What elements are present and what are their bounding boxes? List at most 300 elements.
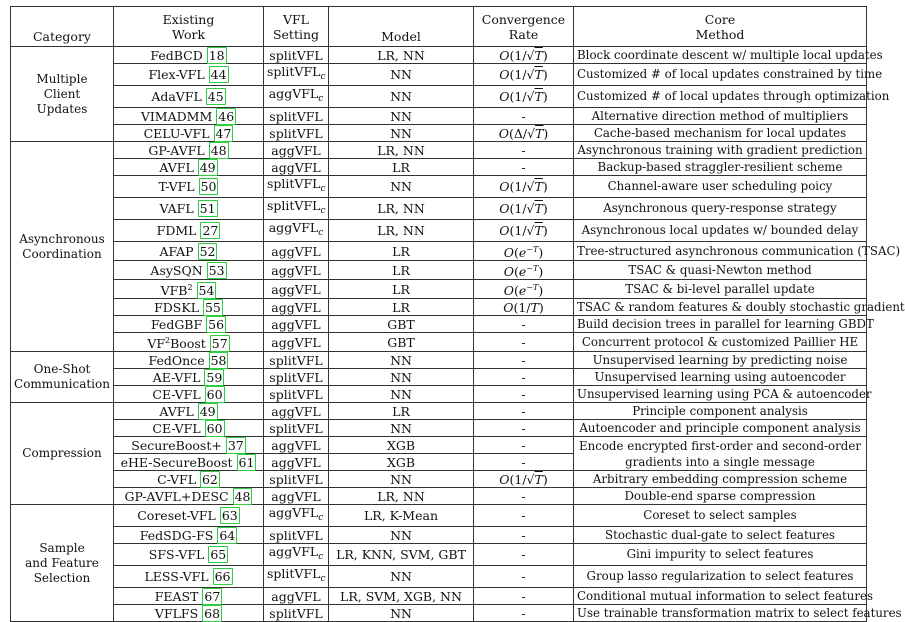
citation-link[interactable]: 53 bbox=[208, 262, 225, 278]
model-cell: LR, NN bbox=[329, 47, 474, 64]
category-line: Updates bbox=[36, 101, 88, 116]
citation-link[interactable]: 68 bbox=[204, 605, 221, 621]
setting-sub: c bbox=[320, 574, 326, 584]
rate-cell: - bbox=[474, 316, 574, 333]
setting-sub: c bbox=[318, 228, 324, 238]
model-cell: XGB bbox=[329, 437, 474, 454]
setting-cell bbox=[264, 369, 329, 386]
table-row bbox=[11, 261, 867, 280]
setting-name: aggVFL bbox=[271, 334, 321, 350]
header-setting-line1: VFL bbox=[282, 11, 309, 27]
citation-link[interactable]: 66 bbox=[214, 569, 231, 584]
comparison-table-container bbox=[10, 6, 905, 622]
rate-cell: - bbox=[474, 605, 574, 622]
category-line: One-Shot bbox=[33, 362, 91, 376]
rate-cell: O(Δ/√T) bbox=[474, 125, 574, 142]
method-cell: Coreset to select samples bbox=[574, 505, 867, 527]
citation-link[interactable]: 44 bbox=[210, 67, 227, 82]
category-cell bbox=[11, 47, 114, 142]
model-cell: LR, NN bbox=[329, 198, 474, 220]
setting-name: splitVFL bbox=[269, 369, 323, 385]
setting-cell bbox=[264, 47, 329, 64]
method-cell: TSAC & bi-level parallel update bbox=[574, 280, 867, 299]
table-row bbox=[11, 352, 867, 369]
model-cell: NN bbox=[329, 125, 474, 142]
work-name: VFLFS bbox=[154, 605, 199, 621]
table-row bbox=[11, 176, 867, 198]
citation-link[interactable]: 59 bbox=[206, 369, 223, 385]
rate-cell: O(1/√T) bbox=[474, 198, 574, 220]
model-cell: NN bbox=[329, 386, 474, 403]
setting-name: aggVFL bbox=[271, 454, 321, 470]
work-name: AsySQN bbox=[150, 262, 203, 278]
work-name: T-VFL bbox=[158, 179, 195, 194]
work-sup: 2 bbox=[187, 283, 193, 292]
setting-cell bbox=[264, 86, 329, 108]
setting-name: aggVFL bbox=[271, 403, 321, 419]
setting-name: aggVFL bbox=[271, 488, 321, 504]
work-name: VF bbox=[147, 336, 166, 351]
citation-link[interactable]: 55 bbox=[204, 299, 221, 315]
header-method bbox=[574, 7, 867, 47]
setting-cell bbox=[264, 471, 329, 488]
work-name: SecureBoost+ bbox=[131, 437, 222, 453]
model-cell: GBT bbox=[329, 316, 474, 333]
rate-cell: $O(e^{-T})$ bbox=[474, 261, 574, 280]
rate-cell: - bbox=[474, 527, 574, 544]
table-row bbox=[11, 280, 867, 299]
model-cell: NN bbox=[329, 527, 474, 544]
setting-name: aggVFL bbox=[268, 505, 319, 520]
model-cell: NN bbox=[329, 176, 474, 198]
citation-link[interactable]: 62 bbox=[201, 471, 218, 487]
method-cell: Unsupervised learning using PCA & autoencoder bbox=[574, 386, 867, 403]
method-cell: Backup-based straggler-resilient scheme bbox=[574, 159, 867, 176]
method-cell: Customized # of local updates constrained by time bbox=[574, 64, 867, 86]
work-cell bbox=[114, 566, 264, 588]
model-cell: XGB bbox=[329, 454, 474, 471]
citation-link[interactable]: 47 bbox=[215, 125, 232, 141]
method-cell: Unsupervised learning by predicting noise bbox=[574, 352, 867, 369]
table-row bbox=[11, 420, 867, 437]
method-cell: Tree-structured asynchronous communication (TSAC) bbox=[574, 242, 867, 261]
rate-cell: - bbox=[474, 437, 574, 454]
category-line: Asynchronous bbox=[19, 231, 105, 246]
method-cell: Use trainable transformation matrix to select features bbox=[574, 605, 867, 622]
citation-link[interactable]: 27 bbox=[202, 223, 219, 238]
model-cell: NN bbox=[329, 605, 474, 622]
method-cell: Group lasso regularization to select features bbox=[574, 566, 867, 588]
setting-cell bbox=[264, 588, 329, 605]
work-cell bbox=[114, 333, 264, 352]
setting-name: splitVFL bbox=[269, 386, 323, 402]
setting-name: aggVFL bbox=[271, 588, 321, 604]
setting-name: aggVFL bbox=[271, 262, 321, 278]
setting-sub: c bbox=[318, 513, 324, 523]
citation-link[interactable]: 56 bbox=[208, 316, 225, 332]
setting-name: splitVFL bbox=[269, 471, 323, 487]
setting-cell bbox=[264, 242, 329, 261]
work-cell bbox=[114, 437, 264, 454]
setting-cell bbox=[264, 176, 329, 198]
work-name: CE-VFL bbox=[152, 386, 201, 402]
table-row bbox=[11, 386, 867, 403]
model-cell: NN bbox=[329, 352, 474, 369]
header-method-line1: Core bbox=[704, 11, 736, 27]
citation-link[interactable]: 52 bbox=[199, 243, 216, 259]
rate-cell: O(1/√T) bbox=[474, 86, 574, 108]
header-row bbox=[11, 7, 867, 47]
table-row bbox=[11, 333, 867, 352]
model-cell: GBT bbox=[329, 333, 474, 352]
table-row bbox=[11, 437, 867, 454]
rate-cell: - bbox=[474, 142, 574, 159]
category-line: Selection bbox=[33, 570, 91, 585]
model-cell: NN bbox=[329, 86, 474, 108]
rate-cell: O(1/√T) bbox=[474, 47, 574, 64]
work-name: VAFL bbox=[159, 201, 194, 216]
setting-name: aggVFL bbox=[271, 243, 321, 259]
setting-cell bbox=[264, 280, 329, 299]
rate-cell: - bbox=[474, 420, 574, 437]
setting-name: splitVFL bbox=[267, 176, 321, 191]
model-cell: NN bbox=[329, 566, 474, 588]
citation-link[interactable]: 46 bbox=[218, 108, 235, 124]
work-name: AE-VFL bbox=[152, 369, 201, 385]
work-name: GP-AVFL bbox=[148, 142, 205, 158]
method-cell: Asynchronous training with gradient prediction bbox=[574, 142, 867, 159]
work-cell bbox=[114, 420, 264, 437]
method-cell: Asynchronous local updates w/ bounded delay bbox=[574, 220, 867, 242]
work-name: FedGBF bbox=[150, 316, 203, 332]
citation-link[interactable]: 63 bbox=[221, 508, 238, 523]
work-name: FDSKL bbox=[154, 299, 199, 315]
work-cell bbox=[114, 280, 264, 299]
table-row bbox=[11, 64, 867, 86]
rate-cell: - bbox=[474, 403, 574, 420]
model-cell: LR, NN bbox=[329, 142, 474, 159]
citation-link[interactable]: 60 bbox=[206, 386, 223, 402]
citation-link[interactable]: 48 bbox=[210, 142, 227, 158]
setting-cell bbox=[264, 261, 329, 280]
citation-link[interactable]: 51 bbox=[199, 201, 216, 216]
setting-name: aggVFL bbox=[271, 281, 321, 297]
setting-name: aggVFL bbox=[271, 316, 321, 332]
comparison-table bbox=[10, 6, 905, 622]
header-category: Category bbox=[11, 7, 114, 47]
method-cell: Conditional mutual information to select features bbox=[574, 588, 867, 605]
work-name: LESS-VFL bbox=[144, 569, 209, 584]
work-name: GP-AVFL+DESC bbox=[124, 488, 229, 504]
model-cell: LR, K-Mean bbox=[329, 505, 474, 527]
method-cell: Channel-aware user scheduling poicy bbox=[574, 176, 867, 198]
category-line: and Feature bbox=[25, 555, 99, 570]
header-setting-line2: Setting bbox=[272, 26, 320, 42]
category-cell bbox=[11, 142, 114, 352]
table-row bbox=[11, 403, 867, 420]
header-work-line1: Existing bbox=[162, 11, 215, 27]
rate-cell: O(1/T) bbox=[474, 299, 574, 316]
table-row bbox=[11, 566, 867, 588]
work-name: FedBCD bbox=[150, 47, 203, 63]
setting-name: splitVFL bbox=[269, 420, 323, 436]
work-cell bbox=[114, 299, 264, 316]
table-row bbox=[11, 544, 867, 566]
setting-name: aggVFL bbox=[271, 142, 321, 158]
work-name: AVFL bbox=[159, 403, 194, 419]
category-cell bbox=[11, 505, 114, 622]
citation-link[interactable]: 49 bbox=[199, 403, 216, 419]
method-cell: Customized # of local updates through optimization bbox=[574, 86, 867, 108]
setting-cell bbox=[264, 403, 329, 420]
work-cell bbox=[114, 220, 264, 242]
table-row bbox=[11, 299, 867, 316]
model-cell: NN bbox=[329, 369, 474, 386]
category-line: Sample bbox=[39, 540, 85, 555]
setting-name: aggVFL bbox=[271, 437, 321, 453]
setting-cell bbox=[264, 108, 329, 125]
work-name: AdaVFL bbox=[151, 89, 202, 104]
citation-link[interactable]: 50 bbox=[200, 179, 217, 194]
setting-name: splitVFL bbox=[269, 47, 323, 63]
category-cell bbox=[11, 352, 114, 403]
category-line: Multiple bbox=[36, 71, 88, 86]
citation-link[interactable]: 67 bbox=[204, 588, 221, 604]
setting-sub: c bbox=[318, 94, 324, 104]
citation-link[interactable]: 54 bbox=[198, 283, 215, 298]
method-cell: Arbitrary embedding compression scheme bbox=[574, 471, 867, 488]
model-cell: LR bbox=[329, 261, 474, 280]
work-cell bbox=[114, 198, 264, 220]
work-cell bbox=[114, 588, 264, 605]
header-setting bbox=[264, 7, 329, 47]
work-name: AVFL bbox=[159, 159, 194, 175]
category-line: Communication bbox=[14, 377, 110, 391]
method-cell: Gini impurity to select features bbox=[574, 544, 867, 566]
header-model: Model bbox=[329, 7, 474, 47]
work-name: FedSDG-FS bbox=[139, 527, 214, 543]
method-cell: Cache-based mechanism for local updates bbox=[574, 125, 867, 142]
work-cell bbox=[114, 64, 264, 86]
rate-cell: $O(e^{-T})$ bbox=[474, 280, 574, 299]
table-row bbox=[11, 527, 867, 544]
work-name: Coreset-VFL bbox=[137, 508, 216, 523]
model-cell: LR, NN bbox=[329, 220, 474, 242]
setting-cell bbox=[264, 142, 329, 159]
table-row bbox=[11, 316, 867, 333]
setting-name: splitVFL bbox=[269, 125, 323, 141]
setting-name: splitVFL bbox=[267, 566, 321, 581]
setting-name: splitVFL bbox=[267, 198, 321, 213]
method-cell: Autoencoder and principle component analysis bbox=[574, 420, 867, 437]
rate-cell: - bbox=[474, 454, 574, 471]
work-name: eHE-SecureBoost bbox=[120, 454, 233, 470]
table-row bbox=[11, 159, 867, 176]
work-cell bbox=[114, 386, 264, 403]
model-cell: NN bbox=[329, 64, 474, 86]
setting-cell bbox=[264, 159, 329, 176]
work-cell bbox=[114, 403, 264, 420]
citation-link[interactable]: 57 bbox=[211, 336, 228, 351]
header-method-line2: Method bbox=[695, 26, 745, 42]
setting-sub: c bbox=[320, 206, 326, 216]
work-cell bbox=[114, 488, 264, 505]
rate-cell: $O(e^{-T})$ bbox=[474, 242, 574, 261]
work-name: C-VFL bbox=[157, 471, 196, 487]
setting-name: aggVFL bbox=[268, 86, 319, 101]
work-cell bbox=[114, 316, 264, 333]
table-row bbox=[11, 125, 867, 142]
setting-cell bbox=[264, 566, 329, 588]
setting-cell bbox=[264, 544, 329, 566]
setting-name: splitVFL bbox=[269, 527, 323, 543]
citation-link[interactable]: 45 bbox=[207, 89, 224, 104]
rate-cell: - bbox=[474, 108, 574, 125]
citation-link[interactable]: 65 bbox=[210, 547, 227, 562]
setting-cell bbox=[264, 527, 329, 544]
model-cell: LR bbox=[329, 299, 474, 316]
table-row bbox=[11, 588, 867, 605]
work-name: VFB bbox=[160, 283, 188, 298]
setting-cell bbox=[264, 386, 329, 403]
model-cell: NN bbox=[329, 108, 474, 125]
work-cell bbox=[114, 142, 264, 159]
work-name: AFAP bbox=[159, 243, 194, 259]
category-line: Coordination bbox=[22, 246, 102, 261]
work-name: CELU-VFL bbox=[143, 125, 210, 141]
model-cell: NN bbox=[329, 471, 474, 488]
citation-link[interactable]: 37 bbox=[227, 437, 244, 453]
setting-name: aggVFL bbox=[268, 544, 319, 559]
work-cell bbox=[114, 176, 264, 198]
table-row bbox=[11, 369, 867, 386]
rate-cell: - bbox=[474, 369, 574, 386]
setting-cell bbox=[264, 488, 329, 505]
method-cell: Encode encrypted first-order and second-order gradients into a single message bbox=[574, 437, 867, 471]
method-cell: Principle component analysis bbox=[574, 403, 867, 420]
work-cell bbox=[114, 261, 264, 280]
work-cell bbox=[114, 108, 264, 125]
citation-link[interactable]: 48 bbox=[234, 488, 251, 504]
method-cell: Asynchronous query-response strategy bbox=[574, 198, 867, 220]
setting-sub: c bbox=[318, 552, 324, 562]
setting-name: aggVFL bbox=[271, 159, 321, 175]
rate-cell: - bbox=[474, 588, 574, 605]
setting-cell bbox=[264, 220, 329, 242]
work-cell bbox=[114, 159, 264, 176]
work-cell bbox=[114, 242, 264, 261]
method-cell: Unsupervised learning using autoencoder bbox=[574, 369, 867, 386]
method-cell: Concurrent protocol & customized Paillier HE bbox=[574, 333, 867, 352]
work-cell bbox=[114, 86, 264, 108]
header-rate-line1: Convergence bbox=[481, 11, 566, 27]
work-cell bbox=[114, 527, 264, 544]
category-cell bbox=[11, 403, 114, 505]
table-row bbox=[11, 488, 867, 505]
work-cell bbox=[114, 47, 264, 64]
setting-cell bbox=[264, 125, 329, 142]
model-cell: LR bbox=[329, 242, 474, 261]
work-name: FEAST bbox=[154, 588, 199, 604]
model-cell: LR, NN bbox=[329, 488, 474, 505]
table-row bbox=[11, 471, 867, 488]
work-name: VIMADMM bbox=[140, 108, 213, 124]
setting-name: splitVFL bbox=[269, 605, 323, 621]
citation-link[interactable]: 49 bbox=[199, 159, 216, 175]
method-cell: Double-end sparse compression bbox=[574, 488, 867, 505]
rate-cell: - bbox=[474, 488, 574, 505]
model-cell: LR, KNN, SVM, GBT bbox=[329, 544, 474, 566]
work-name: FDML bbox=[156, 223, 197, 238]
rate-cell: - bbox=[474, 544, 574, 566]
setting-cell bbox=[264, 333, 329, 352]
work-name-suffix: Boost bbox=[170, 336, 206, 351]
header-rate bbox=[474, 7, 574, 47]
citation-link[interactable]: 64 bbox=[219, 527, 236, 543]
category-line: Compression bbox=[22, 446, 102, 460]
table-row bbox=[11, 108, 867, 125]
citation-link[interactable]: 60 bbox=[206, 420, 223, 436]
work-cell bbox=[114, 471, 264, 488]
rate-cell: - bbox=[474, 386, 574, 403]
work-cell bbox=[114, 454, 264, 471]
method-cell: Block coordinate descent w/ multiple local updates bbox=[574, 47, 867, 64]
setting-cell bbox=[264, 352, 329, 369]
table-row bbox=[11, 142, 867, 159]
method-cell: TSAC & random features & doubly stochastic gradient bbox=[574, 299, 867, 316]
setting-sub: c bbox=[320, 184, 326, 194]
rate-cell: - bbox=[474, 333, 574, 352]
work-name: Flex-VFL bbox=[148, 67, 205, 82]
rate-cell: O(1/√T) bbox=[474, 471, 574, 488]
work-cell bbox=[114, 369, 264, 386]
rate-cell: - bbox=[474, 159, 574, 176]
table-row bbox=[11, 220, 867, 242]
setting-sub: c bbox=[320, 72, 326, 82]
rate-cell: - bbox=[474, 566, 574, 588]
setting-cell bbox=[264, 437, 329, 454]
method-cell: Stochastic dual-gate to select features bbox=[574, 527, 867, 544]
setting-cell bbox=[264, 505, 329, 527]
rate-cell: - bbox=[474, 505, 574, 527]
citation-link[interactable]: 18 bbox=[208, 47, 225, 63]
setting-cell bbox=[264, 454, 329, 471]
work-cell bbox=[114, 125, 264, 142]
setting-name: splitVFL bbox=[267, 64, 321, 79]
rate-cell: O(1/√T) bbox=[474, 220, 574, 242]
model-cell: LR bbox=[329, 280, 474, 299]
setting-cell bbox=[264, 198, 329, 220]
setting-name: aggVFL bbox=[268, 220, 319, 235]
model-cell: LR bbox=[329, 403, 474, 420]
table-row bbox=[11, 47, 867, 64]
table-row bbox=[11, 198, 867, 220]
category-line: Client bbox=[43, 86, 81, 101]
rate-cell: - bbox=[474, 352, 574, 369]
setting-name: aggVFL bbox=[271, 299, 321, 315]
setting-cell bbox=[264, 299, 329, 316]
work-cell bbox=[114, 505, 264, 527]
work-cell bbox=[114, 544, 264, 566]
work-name: CE-VFL bbox=[152, 420, 201, 436]
model-cell: NN bbox=[329, 420, 474, 437]
citation-link[interactable]: 61 bbox=[238, 454, 255, 470]
table-body bbox=[11, 47, 905, 622]
setting-name: splitVFL bbox=[269, 108, 323, 124]
rate-cell: O(1/√T) bbox=[474, 64, 574, 86]
method-cell: Build decision trees in parallel for learning GBDT bbox=[574, 316, 867, 333]
citation-link[interactable]: 58 bbox=[210, 352, 227, 368]
